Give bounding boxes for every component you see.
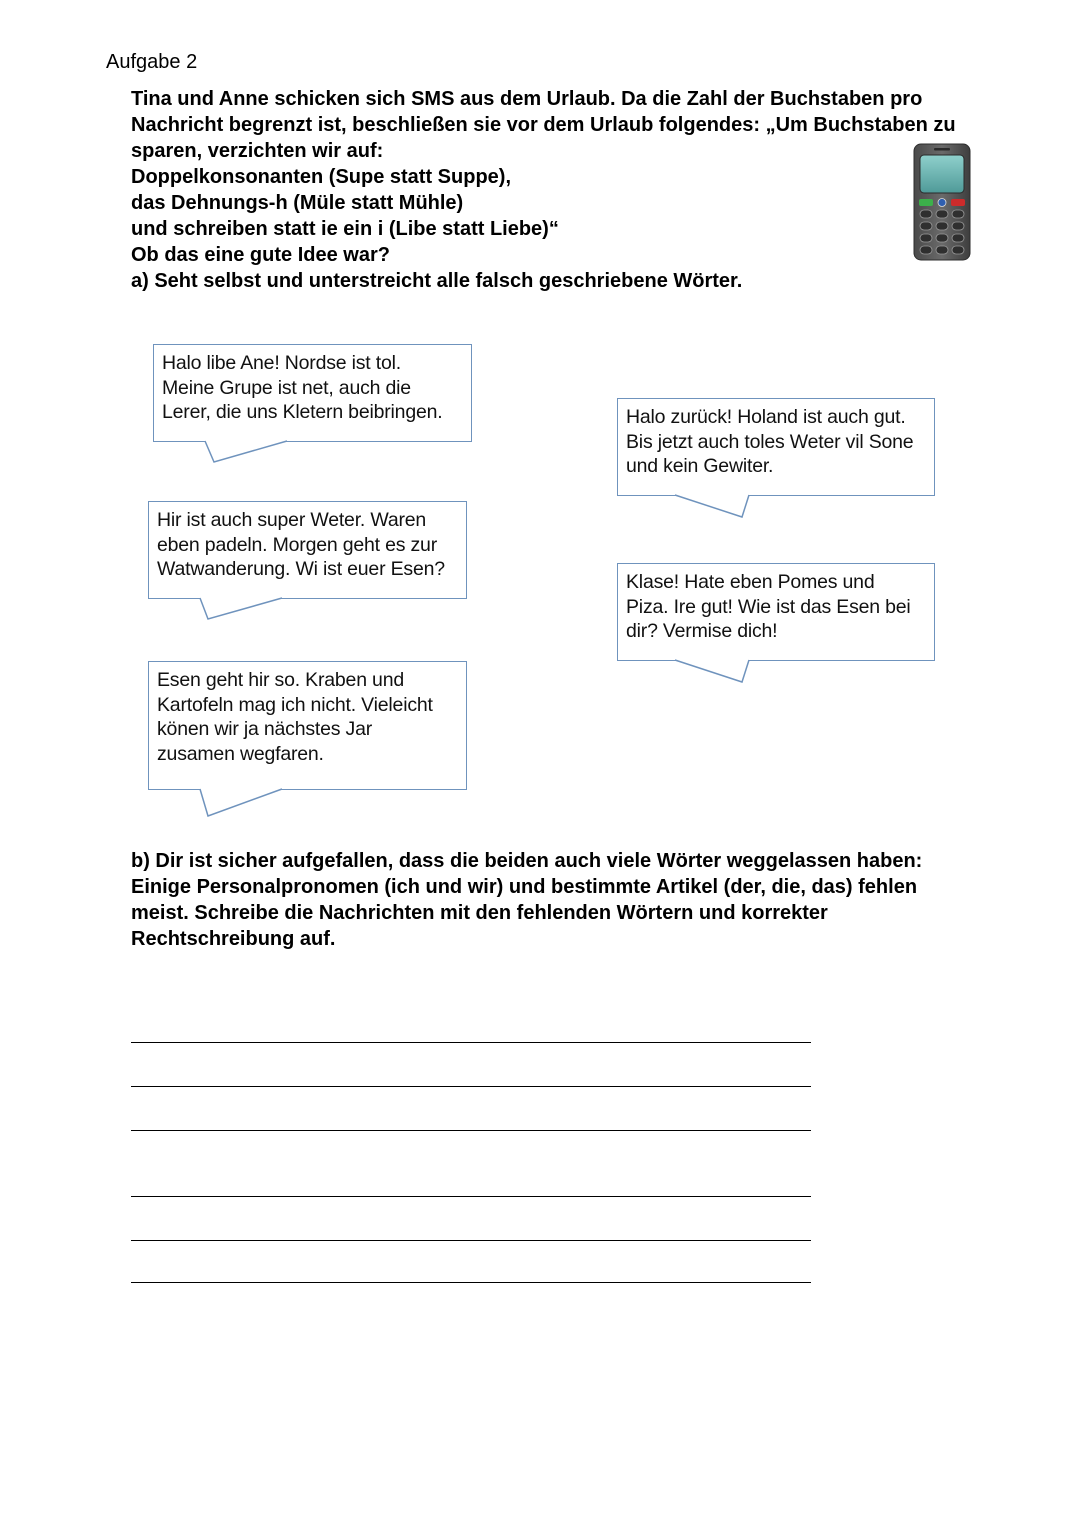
sms-text-line: könen wir ja nächstes Jar xyxy=(157,718,373,740)
part-b-line: b) Dir ist sicher aufgefallen, dass die beiden auch viele Wörter weggelassen haben: xyxy=(131,850,923,872)
instruction-line: Ob das eine gute Idee war? xyxy=(131,244,390,266)
sms-bubble-2-tail xyxy=(670,494,770,522)
sms-text-line: zusamen wegfaren. xyxy=(157,742,324,765)
sms-bubble-1-tail xyxy=(200,440,300,466)
sms-text-line: dir? Vermise dich! xyxy=(626,620,778,642)
part-b-line: Einige Personalpronomen (ich und wir) und bestimmte Artikel (der, die, das) fehlen xyxy=(131,876,918,898)
part-b-line: Rechtschreibung auf. xyxy=(131,928,336,950)
answer-line-1[interactable] xyxy=(131,1042,811,1043)
sms-text-line: Halo zurück! Holand ist auch gut. xyxy=(626,406,906,428)
sms-bubble-3-tail xyxy=(195,597,295,623)
answer-line-2[interactable] xyxy=(131,1086,811,1087)
instruction-line: und schreiben statt ie ein i (Libe statt Liebe)“ xyxy=(131,218,559,240)
instruction-line: Tina und Anne schicken sich SMS aus dem Urlaub. Da die Zahl der Buchstaben pro xyxy=(131,88,923,110)
sms-text-line: Esen geht hir so. Kraben und xyxy=(157,669,404,691)
sms-bubble-5 xyxy=(148,661,467,790)
answer-line-5[interactable] xyxy=(131,1240,811,1241)
sms-text-line: Hir ist auch super Weter. Waren xyxy=(157,509,427,531)
mobile-phone-icon xyxy=(912,142,972,262)
sms-bubble-2 xyxy=(617,398,935,496)
sms-text-line: Klase! Hate eben Pomes und xyxy=(626,571,875,593)
task-part-b xyxy=(131,848,991,952)
instruction-line: sparen, verzichten wir auf: xyxy=(131,140,384,162)
sms-text-line: Meine Grupe ist net, auch die xyxy=(162,376,411,399)
sms-bubble-3 xyxy=(148,501,467,599)
sms-bubble-5-tail xyxy=(195,788,295,820)
sms-text-line: Watwanderung. Wi ist euer Esen? xyxy=(157,558,445,580)
sms-text-line: Kartofeln mag ich nicht. Vieleicht xyxy=(157,693,433,716)
sms-bubble-1 xyxy=(153,344,472,442)
sms-text-line: Piza. Ire gut! Wie ist das Esen bei xyxy=(626,595,911,618)
task-title: Aufgabe 2 xyxy=(106,51,198,73)
part-b-line: meist. Schreibe die Nachrichten mit den fehlenden Wörtern und korrekter xyxy=(131,902,828,924)
answer-line-6[interactable] xyxy=(131,1282,811,1283)
sms-text-line: Halo libe Ane! Nordse ist tol. xyxy=(162,352,401,374)
sms-bubble-4-tail xyxy=(670,659,770,687)
sms-text-line: Lerer, die uns Kletern beibringen. xyxy=(162,401,443,423)
instruction-line: Doppelkonsonanten (Supe statt Suppe), xyxy=(131,166,512,188)
sms-text-line: und kein Gewiter. xyxy=(626,455,774,477)
instruction-line-part-a: a) Seht selbst und unterstreicht alle falsch geschriebene Wörter. xyxy=(131,270,743,292)
answer-line-3[interactable] xyxy=(131,1130,811,1131)
sms-text-line: eben padeln. Morgen geht es zur xyxy=(157,533,437,556)
sms-text-line: Bis jetzt auch toles Weter vil Sone xyxy=(626,430,914,453)
instruction-line: das Dehnungs-h (Müle statt Mühle) xyxy=(131,192,464,214)
answer-line-4[interactable] xyxy=(131,1196,811,1197)
sms-bubble-4 xyxy=(617,563,935,661)
instruction-line: Nachricht begrenzt ist, beschließen sie vor dem Urlaub folgendes: „Um Buchstaben zu xyxy=(131,114,956,136)
task-instructions xyxy=(131,86,991,294)
